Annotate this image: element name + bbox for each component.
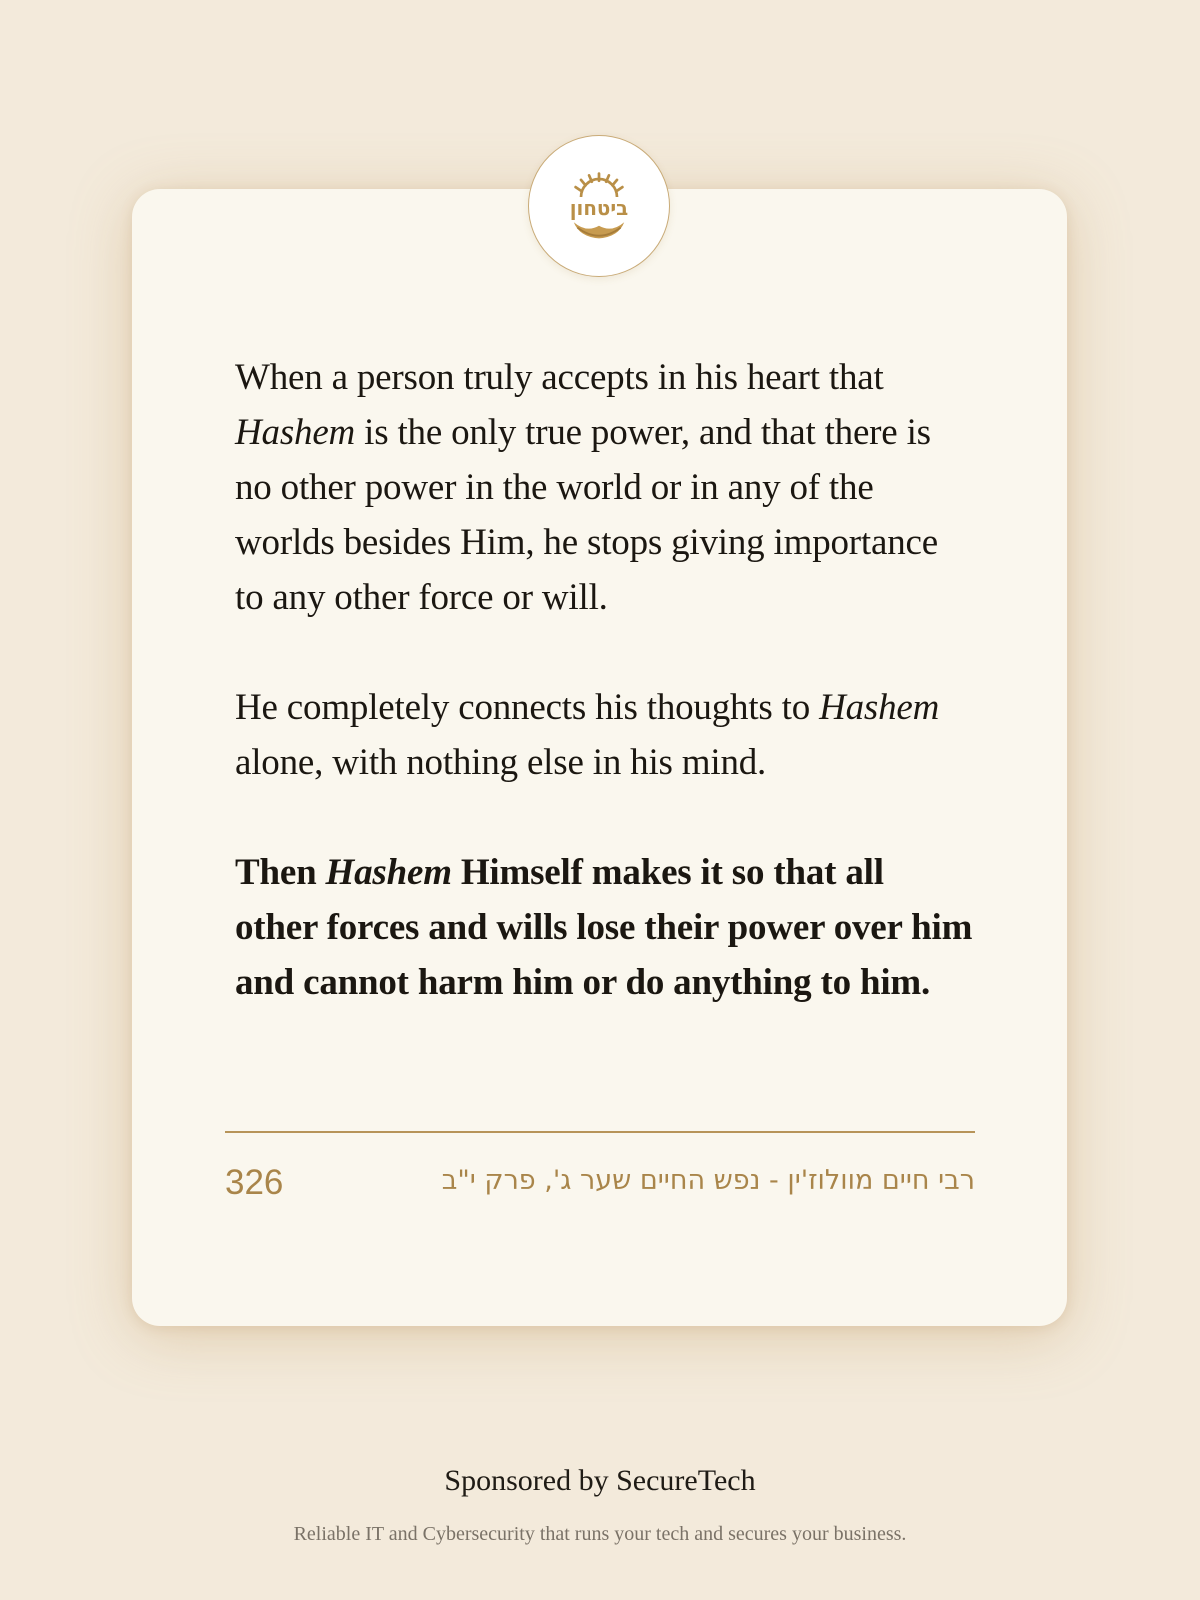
quote-paragraph-2-after: alone, with nothing else in his mind. (235, 742, 767, 783)
quote-paragraph-2 (235, 680, 975, 790)
sponsor-title: Sponsored by SecureTech (444, 1464, 756, 1497)
source-citation: רבי חיים מוולוז'ין - נפש החיים שער ג', פרק י"ב (441, 1165, 975, 1196)
quote-paragraph-3 (235, 845, 975, 1010)
quote-paragraph-1-emphasis: Hashem (235, 412, 356, 453)
quote-paragraph-1 (235, 350, 975, 625)
sponsor-tagline: Reliable IT and Cybersecurity that runs your tech and secures your business. (293, 1523, 907, 1545)
quote-paragraph-1-start: When a person truly accepts in his heart that (235, 357, 884, 398)
bitachon-logo-icon (554, 161, 644, 251)
quote-paragraph-3-before: Then (235, 852, 326, 893)
quote-paragraph-2-before: He completely connects his thoughts to (235, 687, 820, 728)
page-number: 326 (225, 1163, 284, 1202)
footer-divider (225, 1131, 975, 1133)
quote-paragraph-3-after: Himself makes it so that all other forces and wills lose their power over him and cannot harm him or do anything to him. (235, 852, 973, 1003)
quote-body (235, 350, 975, 1010)
logo-text: ביטחון (569, 197, 629, 220)
quote-paragraph-2-emphasis: Hashem (819, 687, 940, 728)
logo-badge (528, 135, 670, 277)
quote-paragraph-3-emphasis: Hashem (325, 852, 452, 893)
quote-paragraph-1-rest: is the only true power, and that there is no other power in the world or in any of the worlds besides Him, he stops giving importance to any other force or will. (235, 412, 938, 618)
